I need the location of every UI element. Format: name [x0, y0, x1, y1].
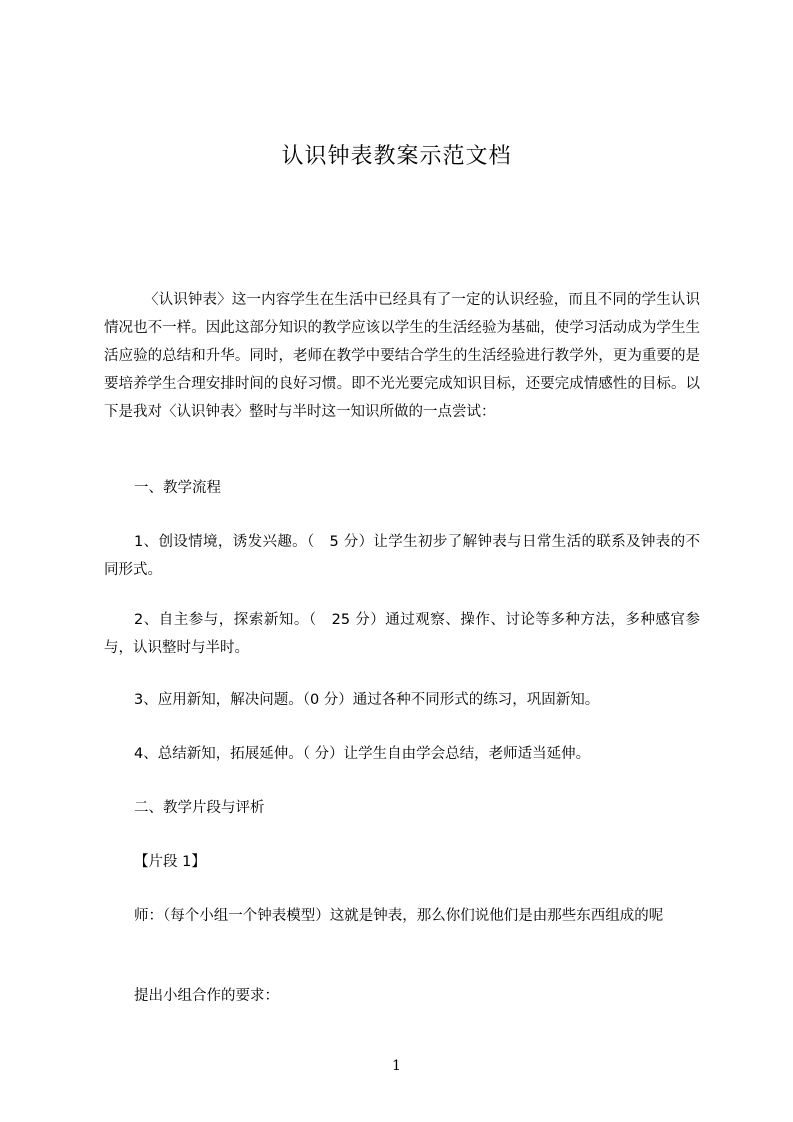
segment-label: 【片段 1】 [134, 854, 206, 870]
requirement-line: 提出小组合作的要求： [134, 988, 279, 1004]
intro-paragraph: 〈认识钟表〉这一内容学生在生活中已经具有了一定的认识经验，而且不同的学生认识情况也不一样。因此这部分知识的教学应该以学生的生活经验为基础，使学习活动成为学生生活应验的总结和升华。同时，老师在教学中要结合学生的生活经验进行教学外，更为重要的是要培养学生合理安排时间的良好习惯。即不光光要完成知识目标，还要完成情感性的目标。以下是我对〈认识钟表〉整时与半时这一知识所做的一点尝试： [104, 292, 700, 420]
section-heading-teaching-process: 一、教学流程 [134, 480, 221, 496]
process-item-3: 3、应用新知，解决问题。（0 分）通过各种不同形式的练习，巩固新知。 [134, 692, 600, 708]
document-title: 认识钟表教案示范文档 [281, 144, 512, 169]
process-item-1: 1、创设情境，诱发兴趣。（ 5 分）让学生初步了解钟表与日常生活的联系及钟表的不同形式。 [104, 534, 700, 578]
process-item-4: 4、总结新知，拓展延伸。（ 分）让学生自由学会总结，老师适当延伸。 [134, 746, 591, 762]
section-heading-segments: 二、教学片段与评析 [134, 800, 265, 816]
process-item-2: 2、自主参与，探索新知。（ 25 分）通过观察、操作、讨论等多种方法，多种感官参与，认识整时与半时。 [104, 612, 700, 656]
page-number: 1 [392, 1058, 401, 1074]
teacher-line: 师：（每个小组一个钟表模型）这就是钟表，那么你们说他们是由那些东西组成的呢 [134, 908, 664, 924]
